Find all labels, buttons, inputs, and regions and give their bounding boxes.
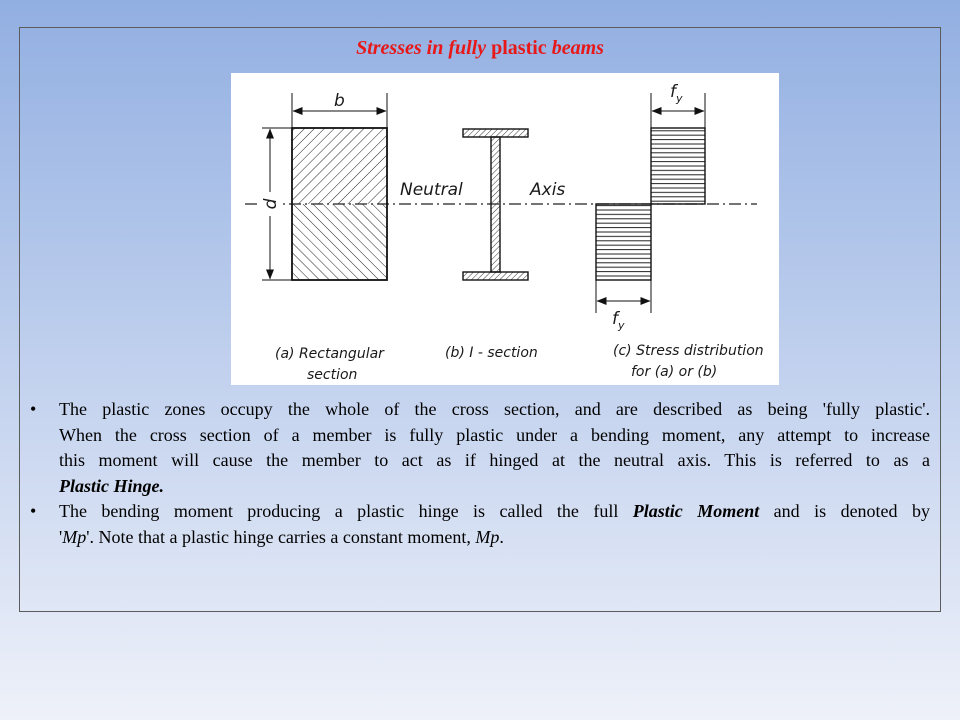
fy-top-subscript: y	[676, 92, 683, 105]
i-section-bottom-flange	[463, 272, 528, 280]
bullet-2-line-2	[59, 525, 930, 551]
bullet-1-line-3: this moment will cause the member to act as if hinged at the neutral axis. This is referred to as a	[59, 450, 930, 471]
axis-label: Axis	[530, 180, 566, 200]
mp-symbol-2: Mp	[475, 526, 500, 547]
rect-section-upper-hatch	[292, 128, 387, 204]
title-part-2: plastic	[491, 37, 547, 59]
title-part-1: Stresses in fully	[356, 37, 487, 59]
bullet-2-line-2-text-end: .	[499, 526, 504, 547]
mp-symbol-1: Mp	[62, 526, 87, 547]
bullet-1-line-2: When the cross section of a member is fully plastic under a bending moment, any attempt to increase	[59, 424, 930, 445]
dim-fy-top-label	[670, 82, 683, 105]
plastic-hinge-term: Plastic Hinge.	[59, 475, 164, 496]
plastic-moment-term: Plastic Moment	[632, 501, 760, 522]
i-section-web	[491, 137, 500, 272]
beam-section-figure	[231, 73, 779, 385]
i-section-top-flange	[463, 129, 528, 137]
caption-a-line-1: (a) Rectangular	[275, 346, 384, 362]
bullet-2-line-1	[59, 499, 930, 525]
caption-c-line-1: (c) Stress distribution	[613, 343, 764, 359]
dim-fy-bottom-label	[612, 309, 625, 332]
neutral-label: Neutral	[400, 180, 463, 200]
bullet-2-line-2-text-middle: '. Note that a plastic hinge carries a constant moment,	[86, 526, 476, 547]
title-part-3: beams	[551, 37, 604, 59]
bullet-1-line-4	[59, 474, 930, 500]
figure-panel	[231, 73, 779, 385]
bullet-list	[30, 397, 930, 551]
fy-bottom-subscript: y	[618, 319, 625, 332]
bullet-marker: •	[30, 399, 37, 419]
stress-block-compression	[596, 204, 651, 280]
dim-d-label: d	[261, 198, 281, 210]
bullet-marker: •	[30, 501, 37, 522]
caption-c-line-2: for (a) or (b)	[631, 364, 718, 380]
fy-top-symbol: f	[670, 82, 676, 102]
bullet-item-1	[30, 397, 930, 499]
bullet-item-2	[30, 499, 930, 550]
caption-a-line-2: section	[307, 367, 358, 383]
dim-b-label: b	[334, 91, 345, 111]
bullet-1-line-1: The plastic zones occupy the whole of the cross section, and are described as being 'fully plastic'.	[59, 399, 930, 419]
bullet-2-line-1-text-after: and is denoted by	[759, 501, 930, 522]
mp-quote-open: '	[59, 526, 63, 547]
rect-section-lower-hatch	[292, 204, 387, 280]
fy-bottom-symbol: f	[612, 309, 618, 329]
bullet-2-line-1-text-before: The bending moment producing a plastic hinge is called the full	[59, 501, 633, 522]
stress-block-tension	[651, 128, 705, 204]
slide-title	[19, 36, 941, 60]
caption-b: (b) I - section	[445, 345, 538, 361]
